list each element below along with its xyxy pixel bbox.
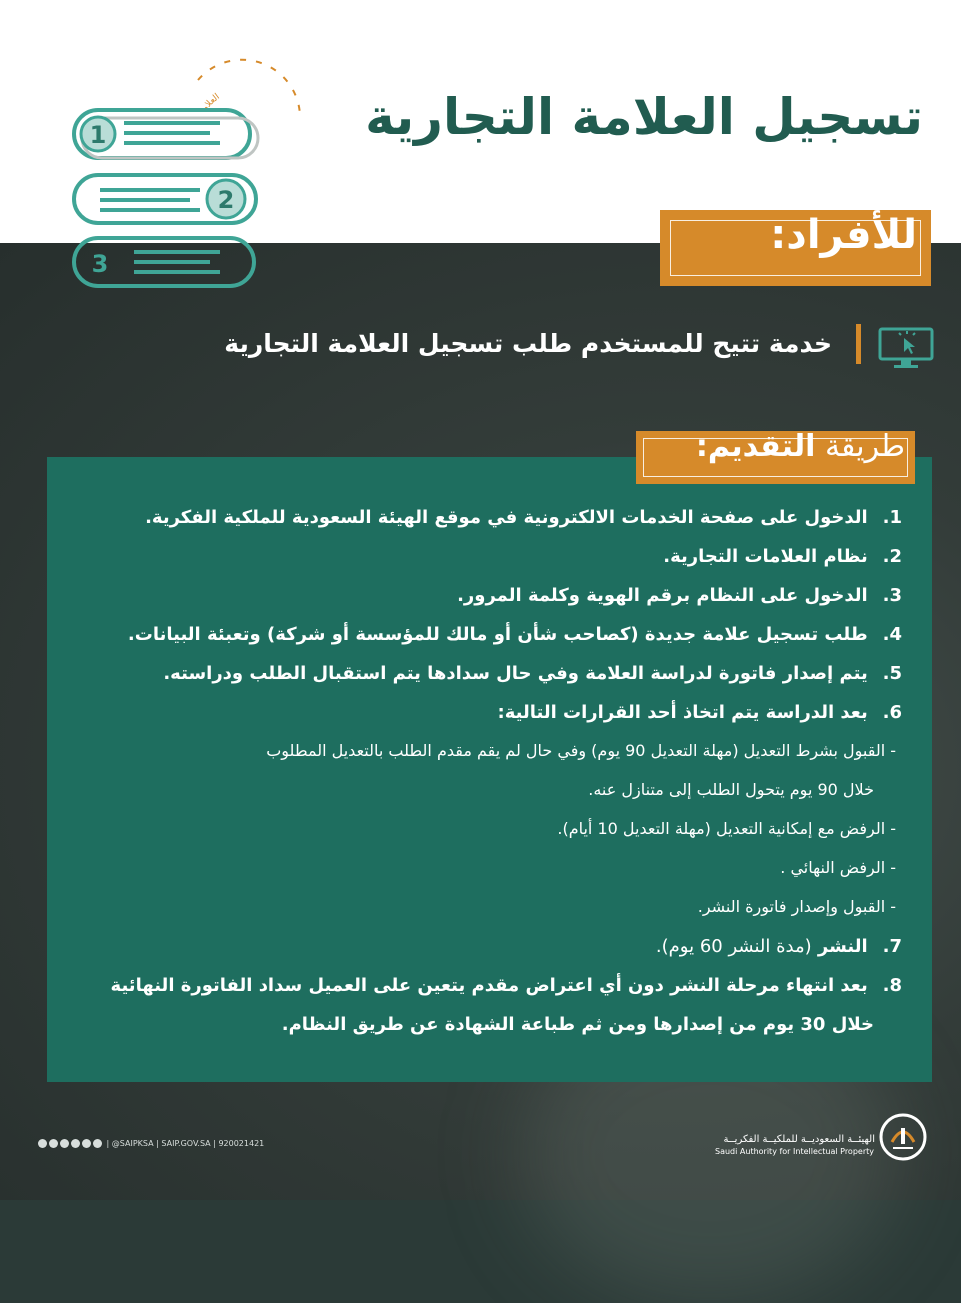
step-3: 3. الدخول على النظام برقم الهوية وكلمة المرور. <box>457 585 902 606</box>
step-5: 5. يتم إصدار فاتورة لدراسة العلامة وفي حال سدادها يتم استقبال الطلب ودراسته. <box>163 663 902 684</box>
twitter-icon[interactable] <box>82 1139 91 1148</box>
page-title: تسجيل العلامة التجارية <box>365 88 923 146</box>
org-logo-text <box>715 1134 875 1156</box>
steps-list <box>70 504 902 1050</box>
facebook-icon[interactable] <box>38 1139 47 1148</box>
phone-number: 920021421 <box>218 1139 265 1148</box>
social-bar: | @SAIPKSA | SAIP.GOV.SA | 920021421 <box>38 1139 264 1153</box>
website-link[interactable]: SAIP.GOV.SA <box>161 1139 211 1148</box>
linkedin-icon[interactable] <box>49 1139 58 1148</box>
decision-item: - القبول وإصدار فاتورة النشر. <box>697 897 896 916</box>
step-8-continuation: خلال 30 يوم من إصدارها ومن ثم طباعة الشهادة عن طريق النظام. <box>281 1014 874 1035</box>
decision-item: - الرفض النهائي . <box>780 858 896 877</box>
org-name-en: Saudi Authority for Intellectual Property <box>715 1147 874 1156</box>
decision-item-continuation: خلال 90 يوم يتحول الطلب إلى متنازل عنه. <box>588 780 874 799</box>
social-handle[interactable]: @SAIPKSA <box>111 1139 154 1148</box>
individuals-badge <box>660 210 931 286</box>
step-4: 4. طلب تسجيل علامة جديدة (كصاحب شأن أو مالك للمؤسسة أو شركة) وتعبئة البيانات. <box>127 624 902 645</box>
instagram-icon[interactable] <box>71 1139 80 1148</box>
youtube-icon[interactable] <box>60 1139 69 1148</box>
saip-emblem-icon <box>878 1112 928 1162</box>
svg-text:2: 2 <box>217 186 235 214</box>
svg-text:3: 3 <box>91 250 109 278</box>
method-label: طريقة التقديم: <box>695 429 905 464</box>
step-2: 2. نظام العلامات التجارية. <box>663 546 902 567</box>
decision-item: - الرفض مع إمكانية التعديل (مهلة التعديل 10 أيام). <box>557 819 896 838</box>
step-1: 1. الدخول على صفحة الخدمات الالكترونية في موقع الهيئة السعودية للملكية الفكرية. <box>145 507 902 528</box>
step-6: 6. بعد الدراسة يتم اتخاذ أحد القرارات التالية: <box>497 702 902 723</box>
method-badge <box>636 431 915 484</box>
decision-item: - القبول بشرط التعديل (مهلة التعديل 90 يوم) وفي حال لم يقم مقدم الطلب بالتعديل المطلوب <box>266 741 896 760</box>
step-7: 7. النشر (مدة النشر 60 يوم). <box>655 936 902 957</box>
service-description <box>101 324 861 364</box>
snapchat-icon[interactable] <box>93 1139 102 1148</box>
step-8: 8. بعد انتهاء مرحلة النشر دون أي اعتراض مقدم يتعين على العميل سداد الفاتورة النهائية <box>110 975 902 996</box>
numbered-books-illustration <box>60 30 330 300</box>
individuals-label: للأفراد: <box>770 212 917 258</box>
svg-text:1: 1 <box>89 121 107 149</box>
computer-click-icon <box>877 326 935 370</box>
service-text: خدمة تتيح للمستخدم طلب تسجيل العلامة التجارية <box>224 324 861 364</box>
arc-text: العلامات <box>203 91 222 110</box>
org-name-ar: الهيئــة السعوديــة للملكيــة الفكريــة <box>723 1134 875 1145</box>
